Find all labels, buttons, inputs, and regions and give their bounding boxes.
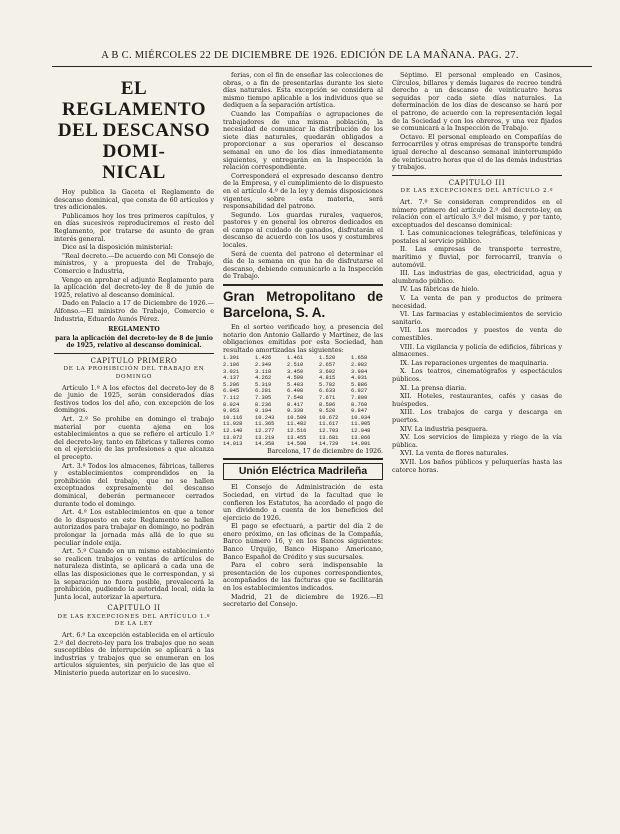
amortization-cell: 5.319 bbox=[255, 381, 272, 388]
amortization-cell: 1.520 bbox=[319, 355, 336, 362]
headline-line: EL REGLAMENTO bbox=[61, 78, 206, 120]
amortization-cell: 12.516 bbox=[287, 427, 307, 434]
amortization-cell: 11.028 bbox=[223, 421, 243, 428]
amortization-cell: 5.886 bbox=[351, 381, 368, 388]
amortization-cell: 10.243 bbox=[255, 414, 275, 421]
column-one bbox=[54, 72, 214, 817]
chapter-three-subtitle: DE LAS EXCEPCIONES DEL ARTÍCULO 2.º bbox=[400, 188, 554, 195]
amortization-row bbox=[223, 375, 383, 382]
amortization-cell: 7.809 bbox=[351, 394, 368, 401]
gran-metropolitano-date: Barcelona, 17 de diciembre de 1926. bbox=[267, 447, 383, 455]
amortization-row bbox=[223, 388, 383, 395]
article-paragraph: ferias, con el fin de enseñar las colecciones de obras, o a fin de presentarlas durante los siete días naturales. Esta excepción se considera al mismo tiempo aplicable a los individuos que se dediquen a la separación artística. bbox=[223, 72, 383, 110]
amortization-cell: 2.982 bbox=[351, 362, 368, 368]
amortization-cell: 6.045 bbox=[223, 388, 240, 395]
amortization-cell: 8.024 bbox=[223, 401, 240, 408]
amortization-table bbox=[223, 355, 383, 447]
amortization-cell: 11.617 bbox=[319, 421, 339, 428]
amortization-cell: 12.703 bbox=[319, 427, 339, 434]
intro-paragraph: Dado en Palacio a 17 de Diciembre de 1926.—Alfonso.—El ministro de Trabajo, Comercio e Industria, Eduardo Aunós Pérez. bbox=[54, 299, 214, 323]
amortization-cell: 14.729 bbox=[319, 441, 339, 448]
exception-item: II. Las empresas de transporte terrestre, marítimo y fluvial, por ferrocarril, tranvía o automóvil. bbox=[392, 245, 562, 269]
amortization-cell: 12.948 bbox=[351, 427, 371, 434]
amortization-cell: 7.305 bbox=[255, 394, 272, 401]
amortization-row bbox=[223, 402, 383, 409]
amortization-cell: 5.206 bbox=[223, 381, 240, 388]
article-paragraph: Cuando las Compañías o agrupaciones de trabajadores de una misma población, la necesidad de comunicar la distribución de los siete días naturales, quedarán obligados a proporcionar a sus operarios el descanso semanal en uno de los días inmediatamente siguientes, y entregarán en la Inspección la relación correspondiente. bbox=[223, 109, 383, 172]
intro-paragraph: Publicamos hoy los tres primeros capítulos, y en días sucesivos reproduciremos el resto del Reglamento, por tratarse de asunto de gran interés general. bbox=[54, 211, 214, 243]
page-header: A B C. MIÉRCOLES 22 DE DICIEMBRE DE 1926. EDICIÓN DE LA MAÑANA. PAG. 27. bbox=[101, 50, 519, 61]
amortization-cell: 9.194 bbox=[255, 408, 272, 415]
union-electrica-paragraph: Madrid, 21 de diciembre de 1926.—El secretario del Consejo. bbox=[223, 592, 383, 609]
intro-paragraph: Dice así la disposición ministerial: bbox=[62, 243, 173, 252]
chapter-one-title: CAPITULO PRIMERO bbox=[90, 356, 178, 365]
amortization-row bbox=[223, 395, 383, 402]
article-paragraph: Art. 4.º Los establecimientos en que a tenor de lo dispuesto en este Reglamento se hallen autorizados para trabajar en domingo, no podrán prolongar la jornada más allá de lo que su peculiar índole exija. bbox=[54, 508, 214, 547]
amortization-cell: 7.548 bbox=[287, 394, 304, 401]
intro-paragraph: "Real decreto.—De acuerdo con Mi Consejo de ministros, y a propuesta del de Trabajo, Comercio e Industria, bbox=[54, 251, 214, 275]
amortization-cell: 3.692 bbox=[319, 368, 336, 375]
amortization-cell: 6.408 bbox=[287, 388, 304, 395]
amortization-cell: 14.991 bbox=[351, 441, 371, 448]
exception-item: XVI. La venta de flores naturales. bbox=[400, 449, 509, 458]
amortization-cell: 8.417 bbox=[287, 401, 304, 408]
amortization-cell: 9.053 bbox=[223, 408, 240, 415]
exception-item: XI. La prensa diaria. bbox=[400, 383, 467, 392]
amortization-cell: 13.681 bbox=[319, 434, 339, 441]
amortization-cell: 4.599 bbox=[287, 375, 304, 382]
amortization-cell: 14.590 bbox=[287, 441, 307, 448]
amortization-row bbox=[223, 382, 383, 389]
amortization-cell: 3.118 bbox=[255, 368, 272, 375]
amortization-cell: 2.657 bbox=[319, 362, 336, 368]
amortization-row bbox=[223, 435, 383, 442]
amortization-cell: 5.483 bbox=[287, 381, 304, 388]
amortization-cell: 12.140 bbox=[223, 427, 243, 434]
amortization-cell: 8.596 bbox=[319, 401, 336, 408]
intro-paragraph: Vengo en aprobar el adjunto Reglamento para la aplicación del decreto-ley de 8 de junio de 1925, relativo al descanso dominical. bbox=[54, 275, 214, 299]
amortization-cell: 1.461 bbox=[287, 355, 304, 362]
exception-item: X. Los teatros, cinematógrafos y espectáculos públicos. bbox=[392, 367, 562, 383]
amortization-cell: 10.509 bbox=[287, 414, 307, 421]
amortization-cell: 6.927 bbox=[351, 388, 368, 395]
amortization-cell: 6.633 bbox=[319, 388, 336, 395]
amortization-cell: 2.106 bbox=[223, 362, 240, 368]
exception-item: VI. Las farmacias y establecimientos de servicio sanitario. bbox=[392, 310, 562, 326]
exception-item: XV. Los servicios de limpieza y riego de la vía pública. bbox=[392, 433, 562, 449]
amortization-cell: 1.658 bbox=[351, 355, 368, 362]
amortization-row bbox=[223, 369, 383, 376]
section-rule bbox=[54, 353, 214, 354]
amortization-cell: 4.262 bbox=[255, 375, 272, 382]
amortization-cell: 8.760 bbox=[351, 401, 368, 408]
exception-item: XIII. Los trabajos de carga y descarga en puertos. bbox=[392, 408, 562, 424]
article-paragraph: Será de cuenta del patrono el determinar el día de la semana en que ha de disfrutarse el descanso, debiendo comunicarlo a la Inspección de Trabajo. bbox=[223, 249, 383, 281]
union-electrica-paragraph: El pago se efectuará, a partir del día 2 de enero próximo, en las oficinas de la Compañía, Barco número 16, y en los Bancos siguientes: Banco Urquijo, Banco Hispano Americano, Banco Español de Crédito y sus sucursales. bbox=[223, 522, 383, 561]
article-paragraph: Corresponderá el expresado descanso dentro de la Empresa, y el cumplimiento de lo dispuesto en el artículo 4.º de la ley y demás disposiciones vigentes, sobre esta materia, será responsabilidad del patrono. bbox=[223, 171, 383, 211]
exception-item: XVII. Los baños públicos y peluquerías hasta las catorce horas. bbox=[392, 457, 562, 474]
union-electrica-paragraph: El Consejo de Administración de esta Sociedad, en virtud de la facultad que le confieren los Estatutos, ha acordado el pago de un dividendo a cuenta de los beneficios del ejercicio de 1926. bbox=[223, 483, 383, 522]
union-electrica-title: Unión Eléctrica Madrileña bbox=[223, 463, 383, 480]
headline-line: NICAL bbox=[102, 162, 166, 183]
exception-item: XII. Hoteles, restaurantes, cafés y casas de huéspedes. bbox=[392, 392, 562, 408]
amortization-cell: 4.815 bbox=[319, 375, 336, 382]
amortization-cell: 14.358 bbox=[255, 441, 275, 448]
amortization-cell: 13.219 bbox=[255, 434, 275, 441]
amortization-cell: 1.426 bbox=[255, 355, 272, 362]
amortization-cell: 2.349 bbox=[255, 362, 272, 368]
article-paragraph: Segundo. Los guardas rurales, vaqueros, pastores y en general los obreros dedicados en el campo al cuidado de ganados, disfrutarán el descanso de acuerdo con los usos y costumbres locales. bbox=[223, 210, 383, 250]
exception-item: I. Las comunicaciones telegráficas, telefónicas y postales al servicio público. bbox=[392, 229, 562, 245]
amortization-cell: 6.281 bbox=[255, 388, 272, 395]
amortization-cell: 4.931 bbox=[351, 375, 368, 382]
amortization-row bbox=[223, 421, 383, 428]
header-rule bbox=[52, 66, 592, 67]
amortization-cell: 9.847 bbox=[351, 408, 368, 415]
amortization-cell: 3.021 bbox=[223, 368, 240, 375]
exception-item: VIII. La vigilancia y policía de edificios, fábricas y almacenes. bbox=[392, 342, 562, 359]
amortization-row bbox=[223, 441, 383, 448]
union-electrica-paragraph: Para el cobro será indispensable la presentación de los cupones correspondientes, acompañados de las facturas que se facilitarán en los establecimientos indicados. bbox=[223, 561, 383, 593]
amortization-cell: 5.702 bbox=[319, 381, 336, 388]
gran-metropolitano-text: En el sorteo verificado hoy, a presencia del notario don Antonio Gallardo y Martínez, de las obligaciones emitidas por esta Sociedad, han resultado amortizadas las siguientes: bbox=[223, 323, 383, 354]
amortization-row bbox=[223, 408, 383, 415]
exception-item: III. Las industrias de gas, electricidad, agua y alumbrado público. bbox=[392, 269, 562, 285]
intro-paragraph: Hoy publica la Gaceta el Reglamento de descanso dominical, que consta de 60 artículos y tres adicionales. bbox=[54, 188, 214, 212]
amortization-cell: 3.450 bbox=[287, 368, 304, 375]
amortization-cell: 10.116 bbox=[223, 414, 243, 421]
amortization-cell: 13.866 bbox=[351, 434, 371, 441]
amortization-cell: 4.137 bbox=[223, 375, 240, 382]
amortization-cell: 12.277 bbox=[255, 427, 275, 434]
amortization-cell: 9.338 bbox=[287, 408, 304, 415]
amortization-cell: 3.904 bbox=[351, 368, 368, 375]
amortization-cell: 11.905 bbox=[351, 421, 371, 428]
amortization-row bbox=[223, 428, 383, 435]
article-paragraph: Octavo. El personal empleado en Compañías de ferrocarriles y otras empresas de transporte tendrá igual derecho al descanso semanal ininterrumpido de veinticuatro horas que el de las demás industrias y trabajos. bbox=[392, 132, 562, 172]
article-paragraph: Art. 2.º Se prohibe en domingo el trabajo material por cuenta ajena en los establecimientos a que se refiere el artículo 1.º del decreto-ley, tanto en fábricas y talleres como en el ejercicio de las profesiones a que alcanza el precepto. bbox=[54, 415, 214, 461]
exception-item: IV. Las fábricas de hielo. bbox=[400, 285, 480, 294]
chapter-three-title: CAPITULO III bbox=[448, 178, 506, 187]
column-two bbox=[223, 72, 383, 817]
amortization-cell: 2.510 bbox=[287, 362, 304, 368]
exception-item: IX. Las reparaciones urgentes de maquinaria. bbox=[400, 358, 549, 367]
amortization-row bbox=[223, 355, 383, 362]
chapter-two-subtitle: DE LAS EXCEPCIONES DEL ARTÍCULO 1.º DE LA LEY bbox=[57, 613, 211, 628]
amortization-cell: 13.072 bbox=[223, 434, 243, 441]
amortization-cell: 7.112 bbox=[223, 394, 240, 401]
amortization-cell: 13.455 bbox=[287, 434, 307, 441]
section-rule bbox=[392, 175, 562, 176]
article-paragraph: Art. 3.º Todos los almacenes, fábricas, talleres y establecimientos comprendidos en la prohibición del trabajo, que no se hallen exceptuados expresamente del descanso dominical, deberán permanecer cerrados durante todo el domingo. bbox=[54, 461, 214, 508]
headline-line: DEL DESCANSO DOMI- bbox=[57, 120, 211, 162]
amortization-cell: 9.520 bbox=[319, 408, 336, 415]
notice-rule bbox=[223, 284, 383, 286]
exception-list bbox=[392, 199, 562, 474]
gran-metropolitano-title: Gran Metropolitano de Barcelona, S. A. bbox=[223, 289, 383, 321]
amortization-cell: 1.391 bbox=[223, 355, 240, 362]
amortization-cell: 11.482 bbox=[287, 421, 307, 428]
exception-item: XIV. La industria pesquera. bbox=[400, 424, 488, 433]
amortization-cell: 11.365 bbox=[255, 421, 275, 428]
column-three bbox=[392, 72, 562, 817]
article-paragraph: Art. 6.º La excepción establecida en el artículo 2.º del decreto-ley para los trabajos que no sean susceptibles de interrupción se aplicará a las industrias y trabajos que se enumeran en los artículos siguientes, sin perjuicio de las que el Ministerio pueda autorizar en lo sucesivo. bbox=[54, 631, 214, 678]
article-paragraph: Art. 5.º Cuando en un mismo establecimiento se realicen trabajos o ventas de artículos de naturaleza distinta, se aplicará a cada una de ellas las disposiciones que le correspondan, y si la separación no fuera posible, prevalecerá la prohibición, pudiendo la autoridad local, oída la Junta local, autorizar la apertura. bbox=[54, 547, 214, 601]
reglamento-note: para la aplicación del decreto-ley de 8 de junio de 1925, relativo al descanso dominical. bbox=[55, 334, 213, 350]
exception-item: VII. Los mercados y puestos de venta de comestibles. bbox=[392, 326, 562, 342]
amortization-row bbox=[223, 415, 383, 422]
chapter-one-subtitle: DE LA PROHIBICIÓN DEL TRABAJO EN DOMINGO bbox=[63, 366, 205, 381]
amortization-cell: 14.013 bbox=[223, 441, 243, 448]
amortization-cell: 8.236 bbox=[255, 401, 272, 408]
notice-rule bbox=[223, 458, 383, 460]
chapter-two-title: CAPITULO II bbox=[107, 604, 161, 613]
amortization-cell: 10.672 bbox=[319, 414, 339, 421]
amortization-row bbox=[223, 362, 383, 369]
article-headline bbox=[54, 78, 214, 183]
exception-item: V. La venta de pan y productos de primera necesidad. bbox=[392, 294, 562, 310]
amortization-cell: 10.934 bbox=[351, 414, 371, 421]
reglamento-title: REGLAMENTO bbox=[108, 326, 160, 334]
article-paragraph: Séptimo. El personal empleado en Casinos, Círculos, billares y demás lugares de recreo tendrá derecho a un descanso de veinticuatro horas seguidas por cada siete días naturales. La determinación de los días de descanso se hará por el patrono, de acuerdo con la representación legal de la Sociedad y con los obreros, y una vez fijados se comunicará a la Inspección de Trabajo. bbox=[392, 72, 562, 133]
amortization-cell: 7.671 bbox=[319, 394, 336, 401]
exception-item: Art. 7.º Se consideran comprendidos en el número primero del artículo 2.º del decreto-ley, en relación con el artículo 3.º del mismo, y por tanto, exceptuados del descanso dominical: bbox=[392, 197, 562, 229]
article-paragraph: Artículo 1.º A los efectos del decreto-ley de 8 de junio de 1925, serán considerados días festivos todos los del año, con excepción de los domingos. bbox=[54, 383, 214, 415]
